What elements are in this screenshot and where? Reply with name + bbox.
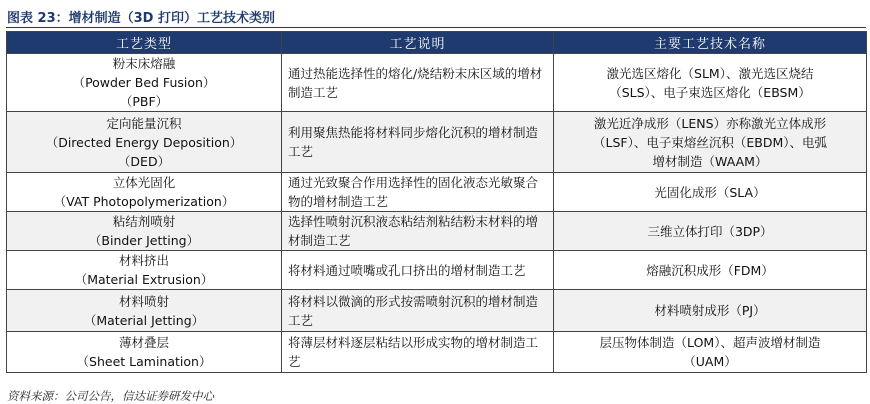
table-row (7, 251, 867, 290)
technology-line: （UAM） (683, 354, 737, 369)
process-type-english: （VAT Photopolymerization） (53, 194, 235, 209)
process-type-english: （Material Extrusion） (74, 272, 214, 287)
process-type-cell (7, 173, 282, 212)
process-description: 将材料通过喷嘴或孔口挤出的增材制造工艺 (282, 251, 554, 290)
figure-title: 图表 23：增材制造（3D 打印）工艺技术类别 (7, 10, 275, 26)
process-type-english: （Powder Bed Fusion） (72, 75, 216, 90)
process-type-english: （Directed Energy Deposition） (45, 134, 243, 150)
process-type-name: 粉末床熔融 (112, 56, 176, 71)
process-description: 将材料以微滴的形式按需喷射沉积的增材制造工艺 (282, 290, 554, 332)
technology-cell (554, 212, 867, 251)
process-description: 通过热能选择性的熔化/烧结粉末床区域的增材制造工艺 (282, 54, 554, 112)
technology-line: （SLS）、电子束选区熔化（EBSM） (609, 84, 811, 100)
process-type-cell (7, 251, 282, 290)
technology-line: 熔融沉积成形（FDM） (646, 262, 774, 278)
technology-line: 三维立体打印（3DP） (647, 223, 773, 239)
table-row (7, 332, 867, 373)
process-type-cell (7, 290, 282, 332)
technology-line: 激光选区熔化（SLM）、激光选区烧结 (606, 65, 814, 81)
table-row (7, 212, 867, 251)
process-type-name: 薄材叠层 (118, 335, 169, 350)
process-description: 通过光致聚合作用选择性的固化液态光敏聚合物的增材制造工艺 (282, 173, 554, 212)
process-type-cell (7, 54, 282, 112)
process-type-english: （Material Jetting） (83, 312, 205, 328)
technology-cell (554, 173, 867, 212)
table-row (7, 173, 867, 212)
technology-cell (554, 54, 867, 112)
table-row (7, 290, 867, 332)
technology-line: 光固化成形（SLA） (654, 184, 766, 200)
technology-cell (554, 290, 867, 332)
technology-line: 材料喷射成形（PJ） (654, 303, 766, 318)
source-note: 资料来源：公司公告，信达证券研发中心 (7, 389, 214, 403)
table-row (7, 112, 867, 173)
process-type-name: 粘结剂喷射 (112, 214, 176, 229)
process-type-cell (7, 112, 282, 173)
process-type-abbr: （PBF） (119, 94, 169, 109)
process-type-name: 立体光固化 (112, 175, 176, 190)
process-table (6, 31, 867, 373)
process-description: 选择性喷射沉积液态粘结剂粘结粉末材料的增材制造工艺 (282, 212, 554, 251)
technology-line: 激光近净成形（LENS）亦称激光立体成形 (593, 115, 827, 131)
header-main-technologies: 主要工艺技术名称 (554, 32, 867, 54)
header-process-type: 工艺类型 (7, 32, 282, 54)
process-type-english: （Sheet Lamination） (76, 354, 212, 369)
technology-cell (554, 112, 867, 173)
process-type-cell (7, 332, 282, 373)
process-description: 利用聚焦热能将材料同步熔化沉积的增材制造工艺 (282, 112, 554, 173)
technology-line: （LSF）、电子束熔丝沉积（EBDM）、电弧 (593, 134, 827, 150)
header-process-description: 工艺说明 (282, 32, 554, 54)
process-type-name: 定向能量沉积 (106, 115, 182, 131)
process-type-name: 材料喷射 (118, 293, 169, 309)
technology-cell (554, 332, 867, 373)
process-type-english: （Binder Jetting） (88, 233, 200, 248)
technology-cell (554, 251, 867, 290)
technology-line: 增材制造（WAAM） (652, 153, 768, 169)
table-header-row (7, 32, 867, 54)
title-divider (6, 27, 866, 28)
technology-line: 层压物体制造（LOM）、超声波增材制造 (599, 335, 821, 350)
process-description: 将薄层材料逐层粘结以形成实物的增材制造工艺 (282, 332, 554, 373)
process-type-name: 材料挤出 (118, 253, 169, 268)
table-row (7, 54, 867, 112)
process-type-cell (7, 212, 282, 251)
process-type-abbr: （DED） (117, 153, 171, 169)
